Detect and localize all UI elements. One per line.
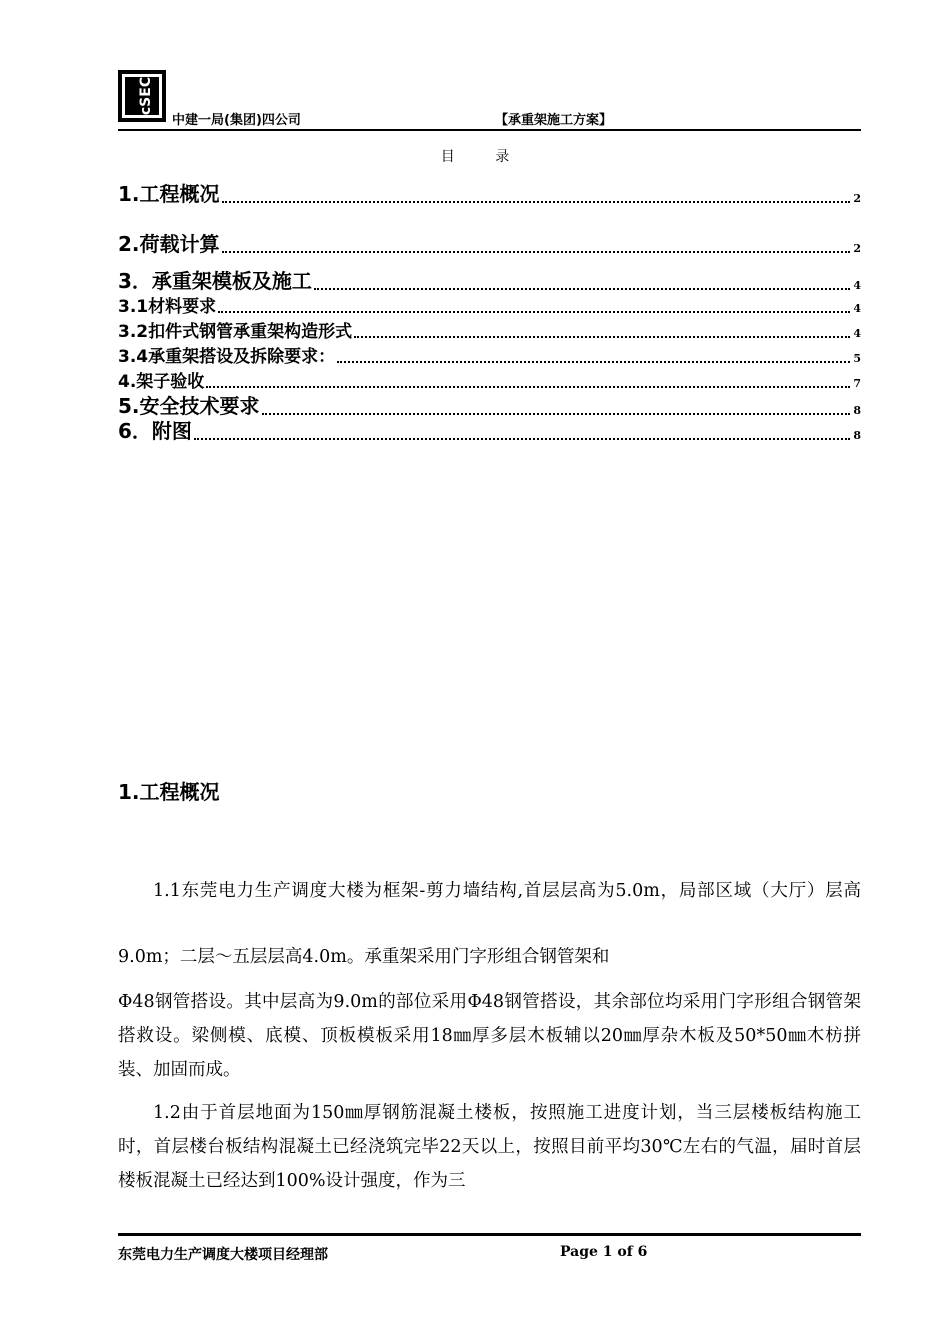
header-divider xyxy=(118,129,861,131)
toc-item-label: 6．附图 xyxy=(118,419,192,443)
toc-leader xyxy=(354,336,850,338)
toc-leader xyxy=(222,201,851,203)
toc-leader xyxy=(194,438,850,440)
toc-item-page: 5 xyxy=(853,352,861,365)
toc-item-label: 3．承重架模板及施工 xyxy=(118,269,312,293)
toc-item-label: 5.安全技术要求 xyxy=(118,394,260,418)
body-paragraph: 1.2由于首层地面为150㎜厚钢筋混凝土楼板，按照施工进度计划，当三层楼板结构施工时，首层楼台板结构混凝土已经浇筑完毕22天以上，按照目前平均30℃左右的气温，届时首层楼板混凝土已经达到100%设计强度，作为三 xyxy=(118,1103,861,1191)
toc-item-page: 4 xyxy=(853,302,861,315)
body-paragraph: 1.1东莞电力生产调度大楼为框架-剪力墙结构,首层层高为5.0m，局部区域（大厅）层高9.0m；二层～五层层高4.0m。承重架采用门字形组合钢管架和 xyxy=(118,881,861,967)
toc-leader xyxy=(218,311,850,313)
section-heading: 1.工程概况 xyxy=(118,780,220,804)
header-company: 中建一局(集团)四公司 xyxy=(172,113,301,128)
toc-item[interactable] xyxy=(118,292,861,317)
footer-divider xyxy=(118,1233,861,1236)
toc-leader xyxy=(337,361,850,363)
toc-item-page: 2 xyxy=(853,192,861,205)
footer-page-number: Page 1 of 6 xyxy=(560,1244,648,1260)
toc-item-page: 8 xyxy=(853,429,861,442)
toc-item-label: 4.架子验收 xyxy=(118,372,205,392)
toc-item[interactable] xyxy=(118,178,861,207)
toc-leader xyxy=(314,288,850,290)
toc-leader xyxy=(222,251,851,253)
logo-text: cSEC xyxy=(138,76,154,116)
body-paragraph: Φ48钢管搭设。其中层高为9.0m的部位采用Φ48钢管搭设，其余部位均采用门字形组合钢管架搭救设。梁侧模、底模、顶板模板采用18㎜厚多层木板辅以20㎜厚杂木板及50*50㎜木枋拼装、加固而成。 xyxy=(118,992,861,1080)
toc-title: 目 录 xyxy=(440,149,528,165)
toc-item-page: 7 xyxy=(853,377,861,390)
toc-item-page: 4 xyxy=(853,327,861,340)
toc-item-label: 1.工程概况 xyxy=(118,182,220,206)
toc-leader xyxy=(206,386,850,388)
toc-item[interactable] xyxy=(118,342,861,367)
toc-item-page: 2 xyxy=(853,242,861,255)
toc-item-label: 2.荷载计算 xyxy=(118,232,220,256)
company-logo xyxy=(118,70,166,122)
toc-item[interactable] xyxy=(118,265,861,294)
toc-item[interactable] xyxy=(118,317,861,342)
toc-item[interactable] xyxy=(118,367,861,392)
toc-item-page: 8 xyxy=(853,404,861,417)
header-doc-title: 【承重架施工方案】 xyxy=(495,113,613,128)
toc-item-label: 3.1材料要求 xyxy=(118,297,217,317)
toc-item-label: 3.2扣件式钢管承重架构造形式 xyxy=(118,322,353,342)
toc-item-page: 4 xyxy=(853,279,861,292)
toc-item[interactable] xyxy=(118,415,861,444)
toc-item-label: 3.4承重架搭设及拆除要求： xyxy=(118,347,336,367)
toc-item[interactable] xyxy=(118,228,861,257)
footer-project: 东莞电力生产调度大楼项目经理部 xyxy=(118,1247,328,1263)
